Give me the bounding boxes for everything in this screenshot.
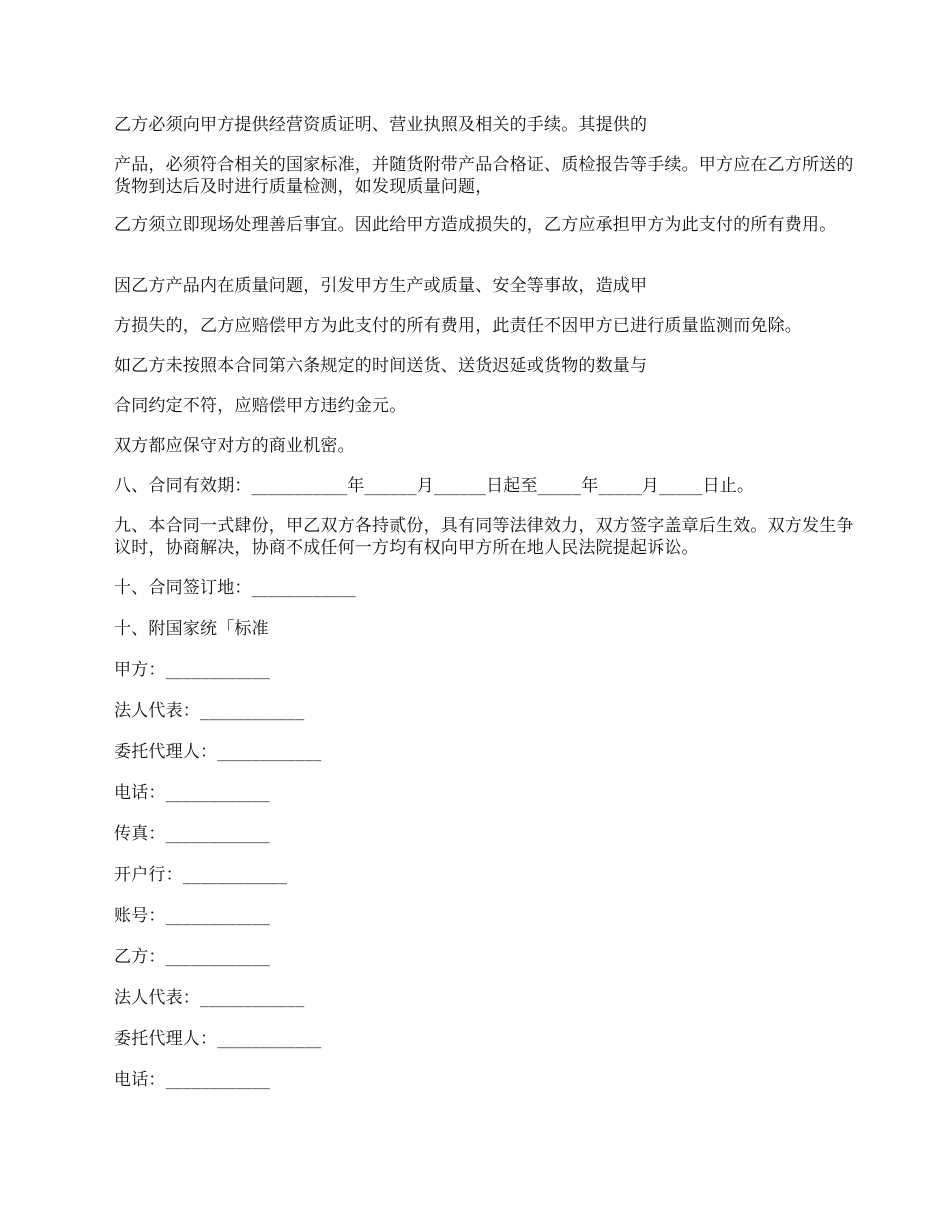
clause-national-standard: 十、附国家统「标准 [114, 619, 269, 639]
paragraph-confidentiality: 双方都应保守对方的商业机密。 [114, 436, 355, 456]
party-a-field: 甲方：____________ [114, 660, 270, 680]
party-b-phone-field: 电话：____________ [114, 1070, 270, 1090]
party-b-agent-field: 委托代理人：____________ [114, 1029, 322, 1049]
paragraph-aftersales: 乙方须立即现场处理善后事宜。因此给甲方造成损失的，乙方应承担甲方为此支付的所有费用。 [114, 215, 837, 235]
party-a-agent-field: 委托代理人：____________ [114, 742, 322, 762]
clause-signing-place: 十、合同签订地：____________ [114, 578, 356, 598]
party-a-bank-field: 开户行：____________ [114, 865, 288, 885]
party-b-field: 乙方：____________ [114, 947, 270, 967]
paragraph-compensation: 方损失的，乙方应赔偿甲方为此支付的所有费用，此责任不因甲方已进行质量监测而免除。 [114, 316, 802, 336]
paragraph-product-standard: 产品，必须符合相关的国家标准，并随货附带产品合格证、质检报告等手续。甲方应在乙方所送的货物到达后及时进行质量检测，如发现质量问题， [114, 155, 854, 197]
party-b-legal-rep-field: 法人代表：____________ [114, 988, 305, 1008]
clause-validity-period: 八、合同有效期：___________年______月______日起至_____年_____月_____日止。 [114, 476, 755, 496]
paragraph-quality-accident: 因乙方产品内在质量问题，引发甲方生产或质量、安全等事故，造成甲 [114, 276, 648, 296]
paragraph-qualification: 乙方必须向甲方提供经营资质证明、营业执照及相关的手续。其提供的 [114, 115, 648, 135]
paragraph-penalty: 合同约定不符，应赔偿甲方违约金元。 [114, 396, 407, 416]
party-a-fax-field: 传真：____________ [114, 824, 270, 844]
party-a-account-field: 账号：____________ [114, 906, 270, 926]
party-a-legal-rep-field: 法人代表：____________ [114, 701, 305, 721]
clause-copies-and-disputes: 九、本合同一式肆份，甲乙双方各持贰份，具有同等法律效力，双方签字盖章后生效。双方发生争议时，协商解决，协商不成任何一方均有权向甲方所在地人民法院提起诉讼。 [114, 516, 854, 558]
party-a-phone-field: 电话：____________ [114, 783, 270, 803]
paragraph-delivery-delay: 如乙方未按照本合同第六条规定的时间送货、送货迟延或货物的数量与 [114, 356, 648, 376]
